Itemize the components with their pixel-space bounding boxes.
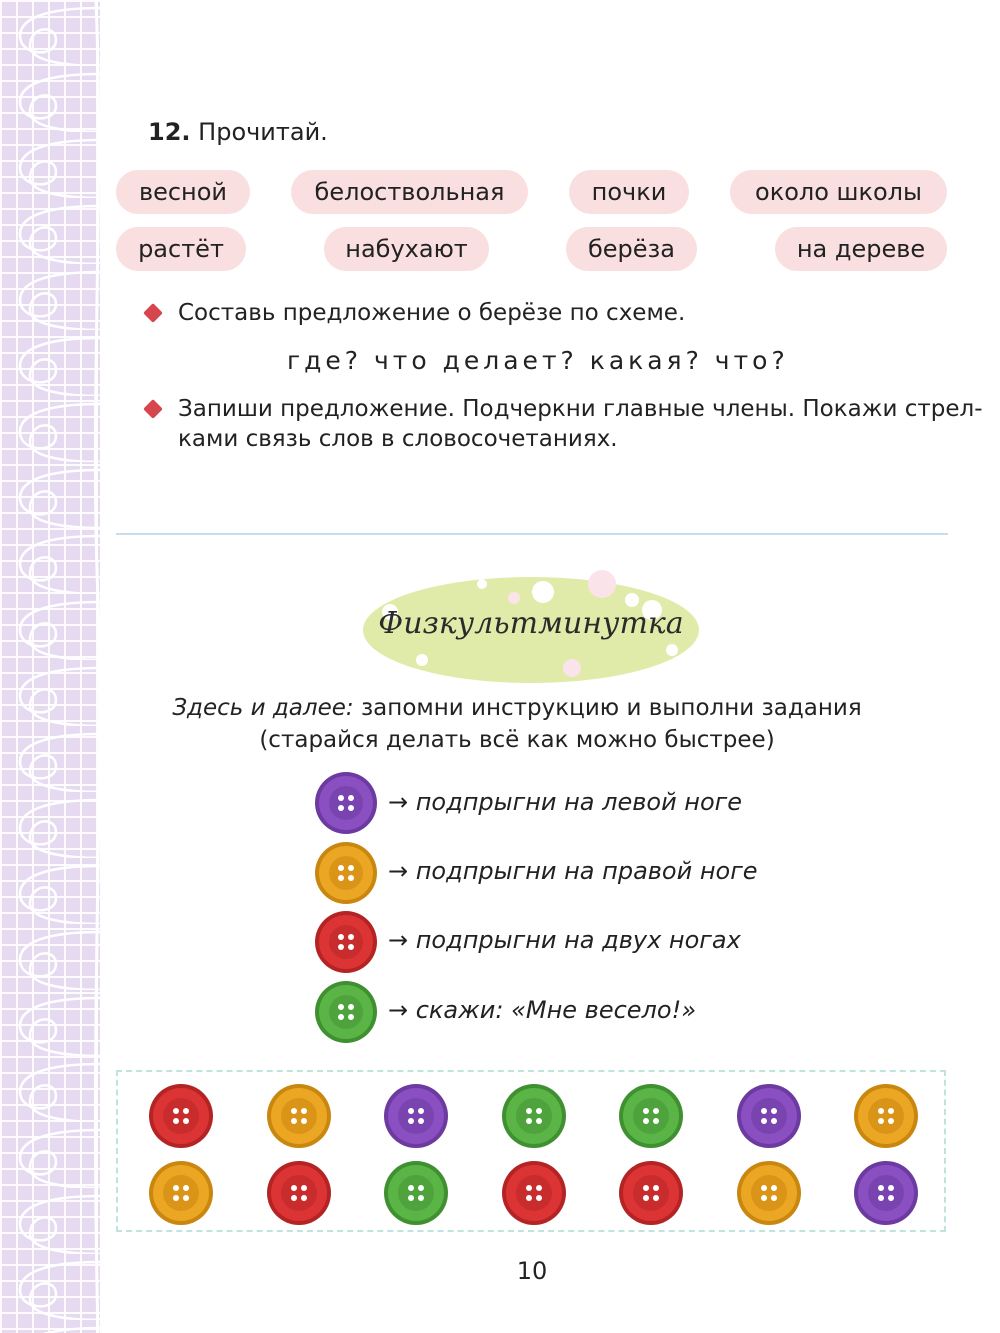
note-rest: запомни инструкцию и выполни задания xyxy=(353,695,862,721)
legend-text-orange: → подпрыгни на правой ноге xyxy=(388,857,758,885)
orange-button-icon xyxy=(314,841,378,905)
instruction-write-line1: Запиши предложение. Подчеркни главные члены. Покажи стрел- xyxy=(178,396,983,422)
purple-button-icon xyxy=(853,1160,919,1226)
orange-button-icon xyxy=(266,1083,332,1149)
instruction-compose: Составь предложение о берёзе по схеме. xyxy=(178,300,686,326)
word-card: растёт xyxy=(116,227,246,271)
red-button-icon xyxy=(266,1160,332,1226)
instruction-write-line2: ками связь слов в словосочетаниях. xyxy=(178,426,618,452)
diamond-bullet-icon xyxy=(143,303,163,323)
button-grid xyxy=(116,1070,946,1232)
word-card: около школы xyxy=(730,170,947,214)
fizminutka-title: Физкультминутка xyxy=(378,606,684,641)
note-italic: Здесь и далее: xyxy=(172,695,354,721)
sentence-scheme: где? что делает? какая? что? xyxy=(287,346,789,375)
decorative-side-strip xyxy=(0,0,100,1333)
page-number: 10 xyxy=(516,1257,548,1285)
loop-pattern-icon xyxy=(0,0,100,1333)
word-card: берёза xyxy=(566,227,697,271)
green-button-icon xyxy=(383,1160,449,1226)
word-card: набухают xyxy=(324,227,489,271)
purple-button-icon xyxy=(383,1083,449,1149)
diamond-bullet-icon xyxy=(143,399,163,419)
fizminutka-banner xyxy=(362,570,700,686)
green-button-icon xyxy=(501,1083,567,1149)
fizminutka-note-line2: (старайся делать всё как можно быстрее) xyxy=(259,727,775,753)
word-card: весной xyxy=(116,170,250,214)
legend-text-purple: → подпрыгни на левой ноге xyxy=(388,788,743,816)
fizminutka-note-line1 xyxy=(150,692,884,724)
green-button-icon xyxy=(314,980,378,1044)
legend-text-red: → подпрыгни на двух ногах xyxy=(388,926,741,954)
instruction-write xyxy=(178,394,983,454)
green-button-icon xyxy=(618,1083,684,1149)
section-divider xyxy=(116,533,948,535)
task-heading xyxy=(148,118,328,146)
task-number: 12. xyxy=(148,118,191,146)
red-button-icon xyxy=(501,1160,567,1226)
orange-button-icon xyxy=(148,1160,214,1226)
orange-button-icon xyxy=(736,1160,802,1226)
purple-button-icon xyxy=(736,1083,802,1149)
purple-button-icon xyxy=(314,771,378,835)
red-button-icon xyxy=(148,1083,214,1149)
red-button-icon xyxy=(618,1160,684,1226)
word-card: почки xyxy=(569,170,689,214)
word-card: на дереве xyxy=(775,227,947,271)
task-title: Прочитай. xyxy=(198,118,328,146)
legend-text-green: → скажи: «Мне весело!» xyxy=(388,996,697,1024)
red-button-icon xyxy=(314,910,378,974)
word-card: белоствольная xyxy=(291,170,528,214)
orange-button-icon xyxy=(853,1083,919,1149)
